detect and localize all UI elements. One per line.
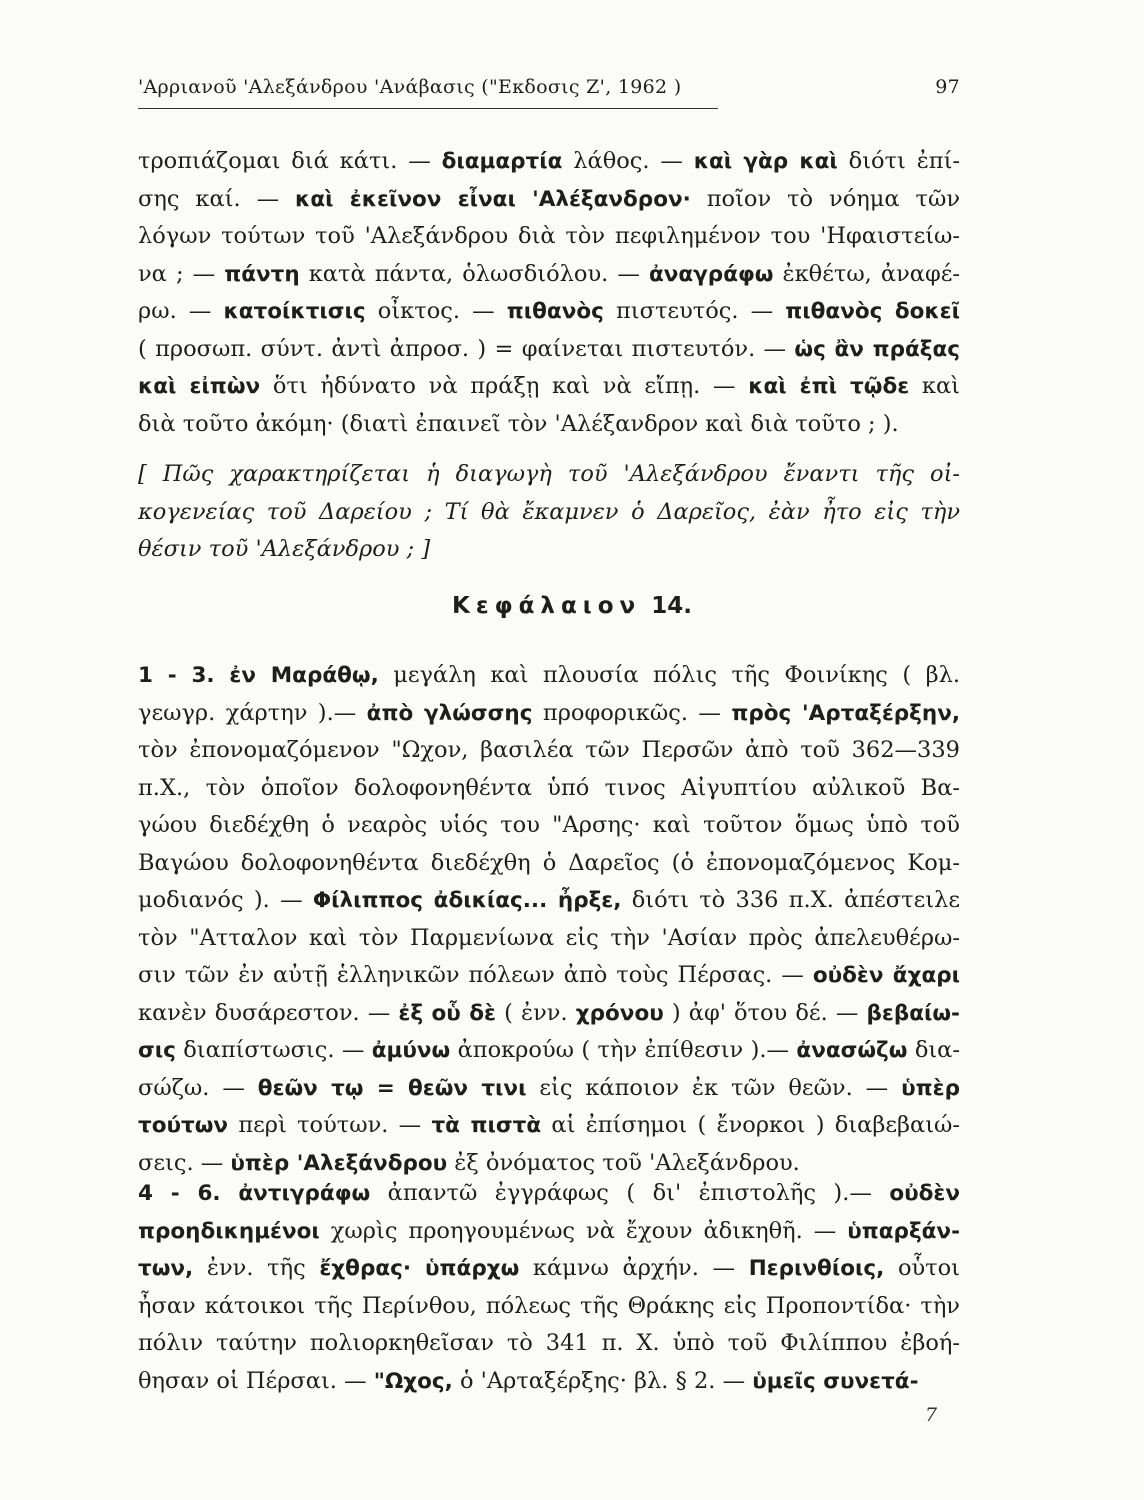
gloss-text: μεγάλη καὶ πλουσία πόλις τῆς Φοινίκης ( βλ.: [378, 662, 961, 688]
gloss-text: οὗτοι: [884, 1255, 960, 1281]
text-line: [138, 1368, 919, 1404]
text-line: [138, 1037, 960, 1073]
text-line: [138, 536, 430, 572]
gloss-text: μοδιανός ). —: [138, 887, 313, 913]
text-line: [138, 336, 960, 372]
bold-lemma: καὶ ἐπὶ τῷδε: [748, 374, 910, 399]
text-line: [138, 662, 960, 698]
gloss-text: περὶ τούτων. —: [228, 1112, 432, 1138]
bold-lemma: καὶ εἰπὼν: [138, 374, 261, 399]
bold-lemma: κατοίκτισις: [223, 299, 366, 324]
bold-lemma: πιθανὸς δοκεῖ: [785, 299, 960, 324]
text-line: [138, 1180, 960, 1216]
gloss-text: πιστευτός. —: [603, 298, 786, 324]
gloss-text: π.Χ., τὸν ὁποῖον δολοφονηθέντα ὑπό τινος Αἰγυπτίου αὐλικοῦ Βα-: [138, 774, 960, 801]
gloss-text: τροπιάζομαι διά κάτι. —: [138, 148, 442, 174]
text-line: [138, 461, 960, 497]
gloss-text: ὅτι ἠδύνατο νὰ πράξῃ καὶ νὰ εἴπῃ. —: [260, 373, 749, 399]
gloss-text: κατὰ πάντα, ὁλωσδιόλου. —: [299, 260, 649, 287]
gloss-text: κάμνω ἀρχήν. —: [519, 1255, 749, 1281]
chapter-word: Κεφάλαιον: [452, 593, 642, 619]
text-line: [138, 775, 960, 811]
gloss-text: τὸν ἐπονομαζόμενον "Ωχον, βασιλέα τῶν Περσῶν ἀπὸ τοῦ 362—339: [138, 737, 960, 763]
text-line: [138, 261, 960, 297]
gloss-text: ἐνν. τῆς: [193, 1255, 320, 1281]
text-line: [138, 737, 960, 773]
header-title: 'Αρριανοῦ 'Αλεξάνδρου 'Ανάβασις ("Εκδοσις Ζ', 1962 ): [138, 76, 682, 98]
gloss-text: θησαν οἱ Πέρσαι. —: [138, 1367, 374, 1394]
bold-lemma: ὡς ἂν πράξας: [794, 336, 960, 362]
page-number: 97: [935, 76, 960, 98]
text-line: [138, 373, 960, 409]
gloss-text: ποῖον τὸ νόημα τῶν: [690, 185, 960, 212]
text-line: [138, 700, 960, 736]
gloss-text: ἐξ ὀνόματος τοῦ 'Αλεξάνδρου.: [447, 1149, 800, 1176]
text-line: [138, 1255, 960, 1291]
gloss-text: διότι τὸ 336 π.Χ. ἀπέστειλε: [621, 887, 960, 913]
gloss-text: διὰ τοῦτο ἀκόμη· (διατὶ ἐπαινεῖ τὸν 'Αλέξανδρον καὶ διὰ τοῦτο ; ).: [138, 410, 899, 437]
gloss-text: ἐκθέτω, ἀναφέ-: [773, 260, 960, 287]
gloss-text: λάθος. —: [562, 148, 694, 174]
gloss-text: να ; —: [138, 260, 225, 287]
text-line: [138, 1075, 960, 1111]
bold-lemma: τούτων: [138, 1113, 229, 1138]
gloss-text: σιν τῶν ἐν αὐτῇ ἑλληνικῶν πόλεων ἀπὸ τοὺς Πέρσας. —: [138, 962, 813, 988]
bold-lemma: οὐδὲν ἄχαρι: [812, 963, 960, 988]
gloss-text: γώου διεδέχθη ὁ νεαρὸς υἱός του "Αρσης· καὶ τοῦτον ὅμως ὑπὸ τοῦ: [138, 812, 960, 838]
gloss-text: θέσιν τοῦ 'Αλεξάνδρου ; ]: [138, 536, 431, 562]
gloss-text: δια-: [907, 1037, 960, 1063]
gloss-text: κανὲν δυσάρεστον. —: [138, 999, 399, 1026]
bold-lemma: 4 - 6. ἀντιγράφω: [138, 1181, 371, 1206]
bold-lemma: ἀπὸ γλώσσης: [366, 700, 533, 726]
bold-lemma: πιθανὸς: [506, 299, 604, 324]
text-line: [138, 925, 960, 961]
bold-lemma: χρόνου: [575, 1000, 664, 1026]
bold-lemma: διαμαρτία: [441, 149, 563, 174]
gloss-text: [ Πῶς χαρακτηρίζεται ἡ διαγωγὴ τοῦ 'Αλεξάνδρου ἔναντι τῆς οἰ-: [138, 461, 960, 487]
text-line: [138, 1218, 960, 1254]
gloss-text: ( ἐνν.: [496, 999, 576, 1026]
bold-lemma: οὐδὲν: [889, 1181, 960, 1206]
gloss-text: σώζω. —: [138, 1074, 258, 1101]
bold-lemma: 1 - 3. ἐν Μαράθῳ,: [138, 663, 379, 688]
bold-lemma: ὑπαρξάν-: [847, 1218, 960, 1244]
gloss-text: αἱ ἐπίσημοι ( ἔνορκοι ) διαβεβαιώ-: [541, 1112, 960, 1138]
bold-lemma: ἀναγράφω: [648, 261, 774, 287]
bold-lemma: καὶ γὰρ καὶ: [693, 149, 838, 174]
gloss-text: διότι ἐπί-: [837, 148, 961, 174]
text-line: [138, 850, 960, 886]
header-rule: [138, 108, 718, 109]
text-line: [138, 186, 960, 222]
bold-lemma: ὑμεῖς συνετά-: [752, 1368, 919, 1394]
gloss-text: διαπίστωσις. —: [175, 1037, 372, 1063]
gloss-text: κογενείας τοῦ Δαρείου ; Τί θὰ ἔκαμνεν ὁ Δαρεῖος, ἐὰν ἦτο εἰς τὴν: [138, 498, 960, 525]
bold-lemma: θεῶν τῳ = θεῶν τινι: [257, 1075, 527, 1101]
bold-lemma: των,: [138, 1256, 194, 1281]
gloss-text: ὁ 'Αρταξέρξης· βλ. § 2. —: [452, 1367, 753, 1394]
bold-lemma: ἀνασώζω: [796, 1038, 908, 1063]
gloss-text: ἀπαντῶ ἐγγράφως ( δι' ἐπιστολῆς ).—: [370, 1180, 890, 1206]
gloss-text: χωρὶς προηγουμένως νὰ ἔχουν ἀδικηθῆ. —: [319, 1217, 848, 1244]
bold-lemma: τὰ πιστὰ: [431, 1113, 542, 1138]
text-line: [138, 499, 960, 535]
gloss-text: προφορικῶς. —: [532, 699, 732, 726]
gloss-text: ἀποκρούω ( τὴν ἐπίθεσιν ).—: [450, 1037, 797, 1063]
bold-lemma: ὑπὲρ: [901, 1075, 960, 1101]
bold-lemma: ὑπὲρ 'Αλεξάνδρου: [230, 1150, 448, 1176]
gloss-text: σεις. —: [138, 1149, 231, 1176]
gloss-text: οἶκτος. —: [365, 298, 507, 324]
gloss-text: ρω. —: [138, 298, 224, 324]
gloss-text: ( προσωπ. σύντ. ἀντὶ ἀπροσ. ) = φαίνεται πιστευτόν. —: [138, 335, 795, 362]
gloss-text: ) ἀφ' ὅτου δέ. —: [663, 999, 867, 1026]
bold-lemma: πάντη: [224, 261, 300, 287]
bold-lemma: Περινθίοις,: [748, 1256, 885, 1281]
gloss-text: Βαγώου δολοφονηθέντα διεδέχθη ὁ Δαρεῖος (ὁ ἐπονομαζόμενος Κομ-: [138, 849, 960, 876]
gloss-text: λόγων τούτων τοῦ 'Αλεξάνδρου διὰ τὸν πεφιλημένον του 'Ηφαιστείω-: [138, 223, 960, 249]
chapter-heading: [0, 593, 1144, 619]
bold-lemma: "Ωχος,: [373, 1368, 453, 1394]
signature-mark: 7: [925, 1404, 938, 1426]
bold-lemma: ἔχθρας· ὑπάρχω: [319, 1256, 520, 1281]
text-line: [138, 962, 960, 998]
running-header: [138, 72, 960, 106]
gloss-text: εἰς κάποιον ἐκ τῶν θεῶν. —: [526, 1074, 902, 1101]
text-line: [138, 1112, 960, 1148]
gloss-text: ἦσαν κάτοικοι τῆς Περίνθου, πόλεως τῆς Θράκης εἰς Προποντίδα· τὴν: [138, 1292, 960, 1319]
gloss-text: γεωγρ. χάρτην ).—: [138, 699, 367, 726]
bold-lemma: προηδικημένοι: [138, 1218, 320, 1244]
text-line: [138, 1000, 960, 1036]
text-line: [138, 887, 960, 923]
gloss-text: τὸν "Ατταλον καὶ τὸν Παρμενίωνα εἰς τὴν 'Ασίαν πρὸς ἀπελευθέρω-: [138, 924, 960, 951]
bold-lemma: ἀμύνω: [371, 1038, 451, 1063]
text-line: [138, 411, 899, 447]
bold-lemma: βεβαίω-: [866, 1000, 960, 1026]
bold-lemma: πρὸς 'Αρταξέρξην,: [731, 700, 961, 726]
text-line: [138, 223, 960, 259]
gloss-text: πόλιν ταύτην πολιορκηθεῖσαν τὸ 341 π. Χ. ὑπὸ τοῦ Φιλίππου ἐβοή-: [138, 1330, 960, 1356]
text-line: [138, 812, 960, 848]
chapter-number: 14.: [651, 593, 692, 619]
text-line: [138, 1293, 960, 1329]
bold-lemma: καὶ ἐκεῖνον εἶναι 'Αλέξανδρον·: [295, 186, 691, 212]
text-line: [138, 1330, 960, 1366]
text-line: [138, 298, 960, 334]
gloss-text: καὶ: [909, 373, 960, 399]
text-line: [138, 148, 960, 184]
bold-lemma: Φίλιππος ἀδικίας... ἦρξε,: [312, 888, 622, 913]
bold-lemma: ἐξ οὗ δὲ: [398, 1000, 497, 1026]
bold-lemma: σις: [138, 1038, 176, 1063]
gloss-text: σης καί. —: [138, 185, 296, 212]
